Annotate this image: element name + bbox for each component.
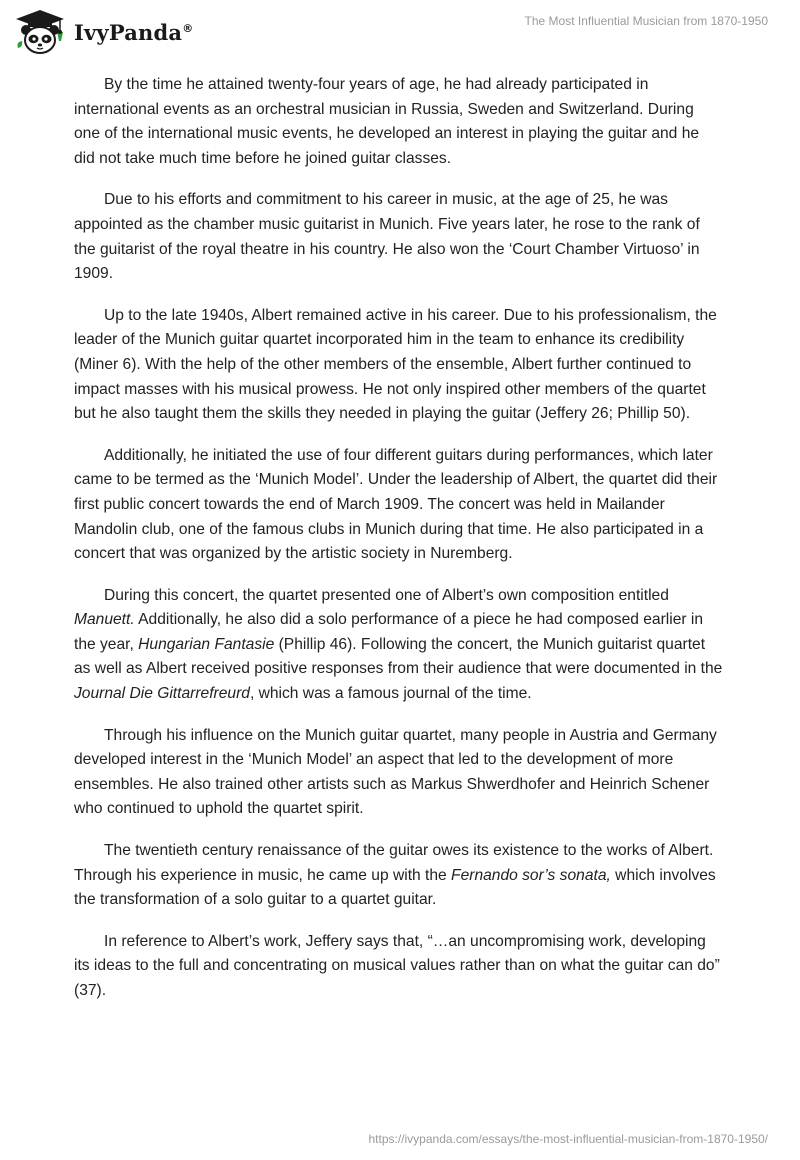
paragraph: During this concert, the quartet presented one of Albert’s own composition entitled Manuett. Additionally, he also did a solo performance of a piece he had composed earlier in the year, Hungarian Fantasie (Phillip 46). Following the concert, the Munich guitarist quartet as well as Albert received positive responses from their audience that were documented in the Journal Die Gittarrefreurd, which was a famous journal of the time. bbox=[74, 586, 723, 703]
brand-name: IvyPanda® bbox=[74, 19, 194, 45]
paragraph: By the time he attained twenty-four years of age, he had already participated in international events as an orchestral musician in Russia, Sweden and Switzerland. During one of the international music events, he developed an interest in playing the guitar and he did not take much time before he joined guitar classes. bbox=[74, 76, 700, 167]
document-title: The Most Influential Musician from 1870-1950 bbox=[524, 14, 768, 28]
paragraph: Due to his efforts and commitment to his career in music, at the age of 25, he was appointed as the chamber music guitarist in Munich. Five years later, he rose to the rank of the guitarist of the royal theatre in his country. He also won the ‘Court Chamber Virtuoso’ in 1909. bbox=[74, 191, 700, 283]
paragraph: The twentieth century renaissance of the guitar owes its existence to the works of Albert. Through his experience in music, he came up with the Fernando sor’s sonata, which involves the transformation of a solo guitar to a quartet guitar. bbox=[74, 842, 716, 909]
page-header bbox=[0, 0, 800, 60]
panda-graduate-icon bbox=[14, 8, 66, 56]
paragraph: Through his influence on the Munich guitar quartet, many people in Austria and Germany developed interest in the ‘Munich Model’ an aspect that led to the development of more ensembles. He also trained other artists such as Markus Shwerdhofer and Heinrich Schener who continued to uphold the quartet spirit. bbox=[74, 726, 717, 818]
composition-title: Fernando sor’s sonata, bbox=[451, 866, 611, 884]
paragraph: Additionally, he initiated the use of four different guitars during performances, which later came to be termed as the ‘Munich Model’. Under the leadership of Albert, the quartet did their first public concert towards the end of March 1909. The concert was held in Mailander Mandolin club, one of the famous clubs in Munich during that time. He also participated in a concert that was organized by the artistic society in Nuremberg. bbox=[74, 446, 718, 563]
ivypanda-logo[interactable] bbox=[14, 8, 193, 56]
essay-body bbox=[74, 73, 724, 1021]
composition-title: Hungarian Fantasie bbox=[138, 635, 275, 653]
source-url[interactable]: https://ivypanda.com/essays/the-most-influential-musician-from-1870-1950/ bbox=[368, 1132, 768, 1146]
paragraph: Up to the late 1940s, Albert remained active in his career. Due to his professionalism, the leader of the Munich guitar quartet incorporated him in the team to enhance its credibility (Miner 6). With the help of the other members of the ensemble, Albert further continued to impact masses with his musical prowess. He not only inspired other members of the quartet but he also taught them the skills they needed in playing the guitar (Jeffery 26; Phillip 50). bbox=[74, 306, 717, 423]
journal-title: Journal Die Gittarrefreurd bbox=[74, 685, 250, 703]
composition-title: Manuett. bbox=[74, 611, 135, 629]
paragraph: In reference to Albert’s work, Jeffery says that, “…an uncompromising work, developing its ideas to the full and concentrating on musical values rather than on what the guitar can do” (37). bbox=[74, 932, 720, 999]
